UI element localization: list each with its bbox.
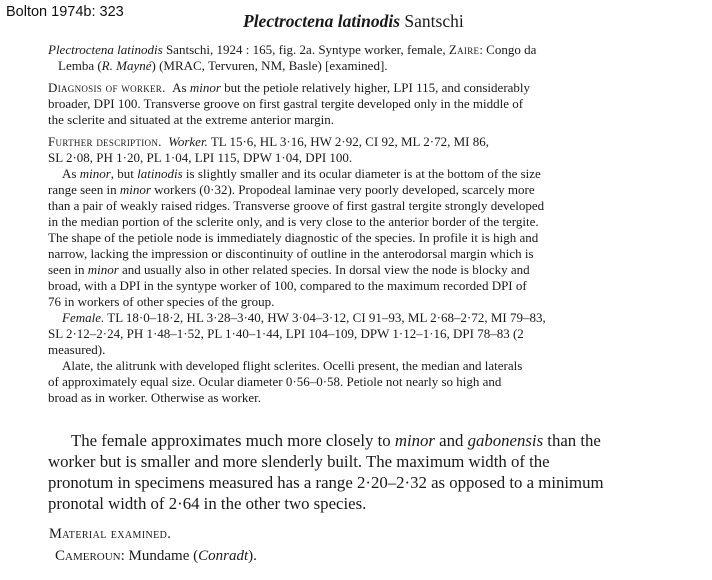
heading-taxon: Plectroctena latinodis: [243, 11, 401, 31]
diagnosis-text: minor: [189, 80, 221, 95]
diagnosis-text: As: [172, 80, 190, 95]
text-line: [48, 182, 698, 198]
diagnosis-label: Diagnosis of worker.: [48, 80, 166, 95]
text-span: The shape of the petiole node is immediately diagnostic of the species. In profile it is high and: [48, 230, 539, 245]
material-record: [55, 548, 257, 565]
text-span: minor: [87, 262, 119, 277]
text-span: , but: [110, 166, 138, 181]
material-text: ).: [248, 548, 257, 564]
text-span: minor: [394, 431, 435, 450]
material-examined-heading: Material examined.: [49, 526, 172, 542]
text-line: [71, 430, 699, 451]
text-line: [48, 262, 698, 278]
alate-text: of approximately equal size. Ocular diameter 0·56–0·58. Petiole not nearly so high and: [48, 374, 502, 389]
text-line: [48, 134, 698, 150]
citation-label: Bolton 1974b: 323: [6, 4, 124, 20]
text-span: range seen in: [48, 182, 120, 197]
text-span: narrow, lacking the impression or discontinuity of outline in the anterodorsal margin which is: [48, 246, 534, 261]
text-span: and usually also in other related species. In dorsal view the node is blocky and: [118, 262, 530, 277]
diagnosis-paragraph: [48, 80, 698, 128]
further-label: Further description.: [48, 134, 162, 149]
species-heading: [243, 11, 464, 32]
type-taxon: Plectroctena latinodis: [48, 42, 163, 57]
text-line: [48, 42, 698, 58]
type-country: Zaire: [448, 42, 480, 57]
text-span: pronotal width of 2·64 in the other two species.: [48, 494, 367, 513]
text-span: broad, with a DPI in the syntype worker of 100, compared to the maximum recorded DPI of: [48, 278, 527, 293]
text-span: than the: [543, 431, 601, 450]
comparison-paragraph: [48, 430, 699, 514]
diagnosis-text: the sclerite and situated at the extreme anterior margin.: [48, 112, 335, 127]
text-span: than a pair of weakly raised ridges. Transverse groove of first gastral tergite strongly developed: [48, 198, 545, 213]
type-collector: R. Mayné: [101, 58, 152, 73]
alate-text: Alate, the alitrunk with developed flight sclerites. Ocelli present, the median and laterals: [62, 358, 523, 373]
worker-measures: SL 2·08, PH 1·20, PL 1·04, LPI 115, DPW 1·04, DPI 100.: [48, 150, 353, 165]
further-description: [48, 134, 698, 406]
female-measures: SL 2·12–2·24, PH 1·48–1·52, PL 1·40–1·44, LPI 104–109, DPW 1·12–1·16, DPI 78–83 (2: [48, 326, 524, 341]
diagnosis-text: but the petiole relatively higher, LPI 115, and considerably: [220, 80, 531, 95]
text-span: 76 in workers of other species of the group.: [48, 294, 275, 309]
text-span: minor: [79, 166, 111, 181]
material-locality: : Mundame (: [120, 548, 199, 564]
text-line: [48, 166, 698, 182]
heading-author: Santschi: [404, 11, 464, 31]
type-record: [48, 42, 698, 74]
text-span: As: [62, 166, 80, 181]
female-label: Female.: [62, 310, 105, 325]
text-line: [48, 80, 698, 96]
text-span: seen in: [48, 262, 88, 277]
text-span: and: [434, 431, 468, 450]
type-text: ) (MRAC, Tervuren, NM, Basle) [examined].: [151, 58, 388, 73]
type-text: Santschi, 1924 : 165, fig. 2a. Syntype worker, female,: [162, 42, 449, 57]
text-span: latinodis: [137, 166, 183, 181]
type-text: Lemba (: [58, 58, 102, 73]
text-span: minor: [119, 182, 151, 197]
text-span: pronotum in specimens measured has a range 2·20–2·32 as opposed to a minimum: [48, 473, 604, 492]
text-line: [48, 58, 698, 74]
female-measures: TL 18·0–18·2, HL 3·28–3·40, HW 3·04–3·12, CI 91–93, ML 2·68–2·72, MI 79–83,: [104, 310, 546, 325]
material-collector: Conradt: [198, 548, 249, 564]
alate-text: broad as in worker. Otherwise as worker.: [48, 390, 261, 405]
worker-measures: TL 15·6, HL 3·16, HW 2·92, CI 92, ML 2·72, MI 86,: [207, 134, 489, 149]
diagnosis-text: broader, DPI 100. Transverse groove on first gastral tergite developed only in the middle of: [48, 96, 524, 111]
text-span: gabonensis: [467, 431, 544, 450]
text-span: is slightly smaller and its ocular diameter is at the bottom of the size: [182, 166, 541, 181]
worker-label: Worker.: [168, 134, 208, 149]
text-span: workers (0·32). Propodeal laminae very poorly developed, scarcely more: [150, 182, 535, 197]
type-text: : Congo da: [479, 42, 537, 57]
material-country: Cameroun: [55, 548, 121, 564]
text-line: [48, 310, 698, 326]
text-span: worker but is smaller and more slenderly built. The maximum width of the: [48, 452, 550, 471]
text-span: in the median portion of the sclerite only, and is very close to the anterior border of the tergite.: [48, 214, 539, 229]
text-body: [48, 42, 698, 406]
female-measures: measured).: [48, 342, 106, 357]
text-span: The female approximates much more closely to: [71, 431, 395, 450]
